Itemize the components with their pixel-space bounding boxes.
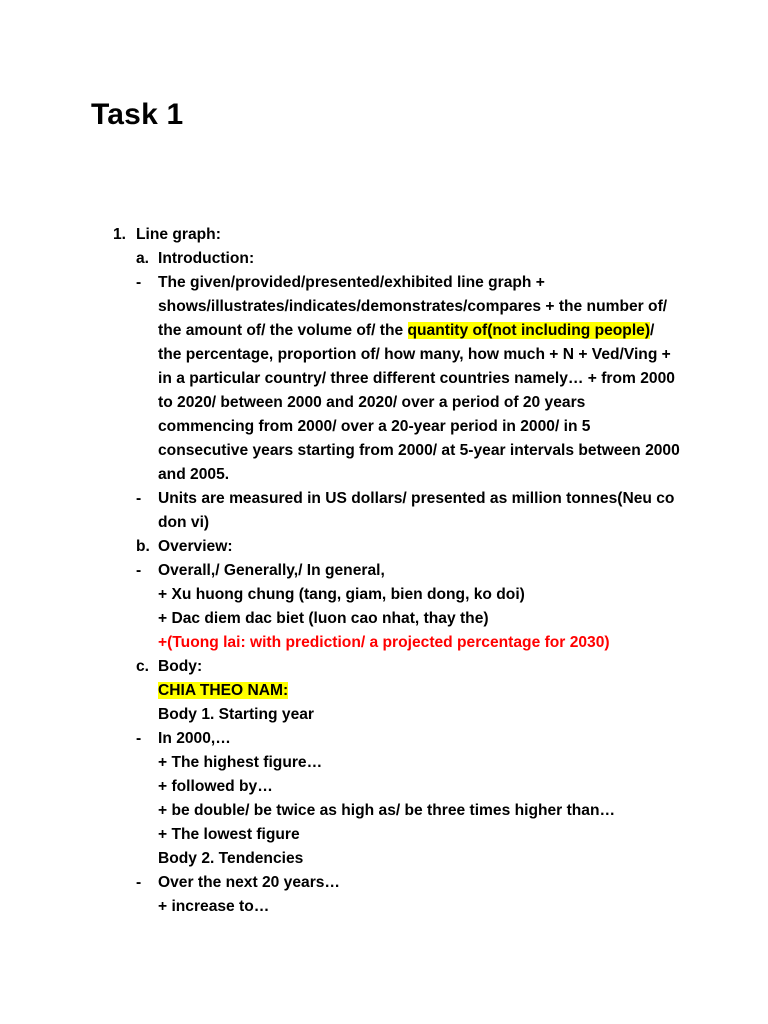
text-line: + Dac diem dac biet (luon cao nhat, thay the) — [158, 610, 489, 627]
sublist-letter: c. — [136, 658, 150, 675]
body-2-line — [0, 847, 768, 871]
text-line: don vi) — [158, 514, 210, 531]
body-tendency-line-2 — [0, 895, 768, 919]
text-line: + followed by… — [158, 778, 273, 795]
text-line: consecutive years starting from 2000/ at 5-year intervals between 2000 — [158, 442, 680, 459]
body-year-line-1 — [0, 727, 768, 751]
body-year-line-5 — [0, 823, 768, 847]
text-line: + The highest figure… — [158, 754, 323, 771]
sublist-letter: a. — [136, 250, 150, 267]
body-chia-line — [0, 679, 768, 703]
sublist-heading: Introduction: — [158, 250, 255, 267]
text-line: Overall,/ Generally,/ In general, — [158, 562, 385, 579]
text-line: commencing from 2000/ over a 20-year period in 2000/ in 5 — [158, 418, 591, 435]
text-line: + increase to… — [158, 898, 270, 915]
intro-line-8 — [0, 439, 768, 463]
overview-line-1 — [0, 559, 768, 583]
text-line: the percentage, proportion of/ how many, how much + N + Ved/Ving + — [158, 346, 671, 363]
document-body — [0, 223, 768, 919]
text-line: + be double/ be twice as high as/ be three times higher than… — [158, 802, 616, 819]
text-line: Units are measured in US dollars/ presented as million tonnes(Neu co — [158, 490, 675, 507]
page-title: Task 1 — [91, 98, 184, 131]
list-item-line-graph — [0, 223, 768, 247]
text-line: In 2000,… — [158, 730, 231, 747]
intro-line-9 — [0, 463, 768, 487]
text-line: and 2005. — [158, 466, 230, 483]
bullet-dash: - — [136, 874, 142, 891]
body-year-line-3 — [0, 775, 768, 799]
units-line-2 — [0, 511, 768, 535]
body-year-line-4 — [0, 799, 768, 823]
highlighted-text: CHIA THEO NAM: — [158, 682, 289, 699]
sublist-item-overview — [0, 535, 768, 559]
text-line: The given/provided/presented/exhibited line graph + — [158, 274, 545, 291]
intro-line-6 — [0, 391, 768, 415]
bullet-dash: - — [136, 490, 142, 507]
intro-line-7 — [0, 415, 768, 439]
sublist-item-introduction — [0, 247, 768, 271]
list-number: 1. — [113, 226, 127, 243]
intro-line-1 — [0, 271, 768, 295]
overview-line-2 — [0, 583, 768, 607]
text-line: to 2020/ between 2000 and 2020/ over a period of 20 years — [158, 394, 586, 411]
text-line: Over the next 20 years… — [158, 874, 341, 891]
highlighted-text: quantity of(not including people) — [407, 322, 651, 339]
bullet-dash: - — [136, 274, 142, 291]
overview-line-3 — [0, 607, 768, 631]
text-line: Body 2. Tendencies — [158, 850, 304, 867]
sublist-letter: b. — [136, 538, 150, 555]
intro-line-2 — [0, 295, 768, 319]
sublist-item-body — [0, 655, 768, 679]
intro-line-3 — [0, 319, 768, 343]
text-segment: / — [650, 322, 655, 339]
intro-line-5 — [0, 367, 768, 391]
sublist-heading: Body: — [158, 658, 203, 675]
text-segment: the amount of/ the volume of/ the — [158, 322, 408, 339]
bullet-dash: - — [136, 562, 142, 579]
sublist-heading: Overview: — [158, 538, 233, 555]
body-tendency-line-1 — [0, 871, 768, 895]
section-heading: Line graph: — [136, 226, 221, 243]
body-year-line-2 — [0, 751, 768, 775]
bullet-dash: - — [136, 730, 142, 747]
intro-line-4 — [0, 343, 768, 367]
red-text-line: +(Tuong lai: with prediction/ a projected percentage for 2030) — [158, 634, 610, 651]
overview-line-4 — [0, 631, 768, 655]
text-line — [158, 319, 654, 343]
text-line: Body 1. Starting year — [158, 706, 314, 723]
text-line: shows/illustrates/indicates/demonstrates/compares + the number of/ — [158, 298, 668, 315]
units-line-1 — [0, 487, 768, 511]
text-line — [158, 679, 288, 703]
body-1-line — [0, 703, 768, 727]
text-line: + Xu huong chung (tang, giam, bien dong, ko doi) — [158, 586, 525, 603]
text-line: in a particular country/ three different countries namely… + from 2000 — [158, 370, 675, 387]
text-line: + The lowest figure — [158, 826, 300, 843]
